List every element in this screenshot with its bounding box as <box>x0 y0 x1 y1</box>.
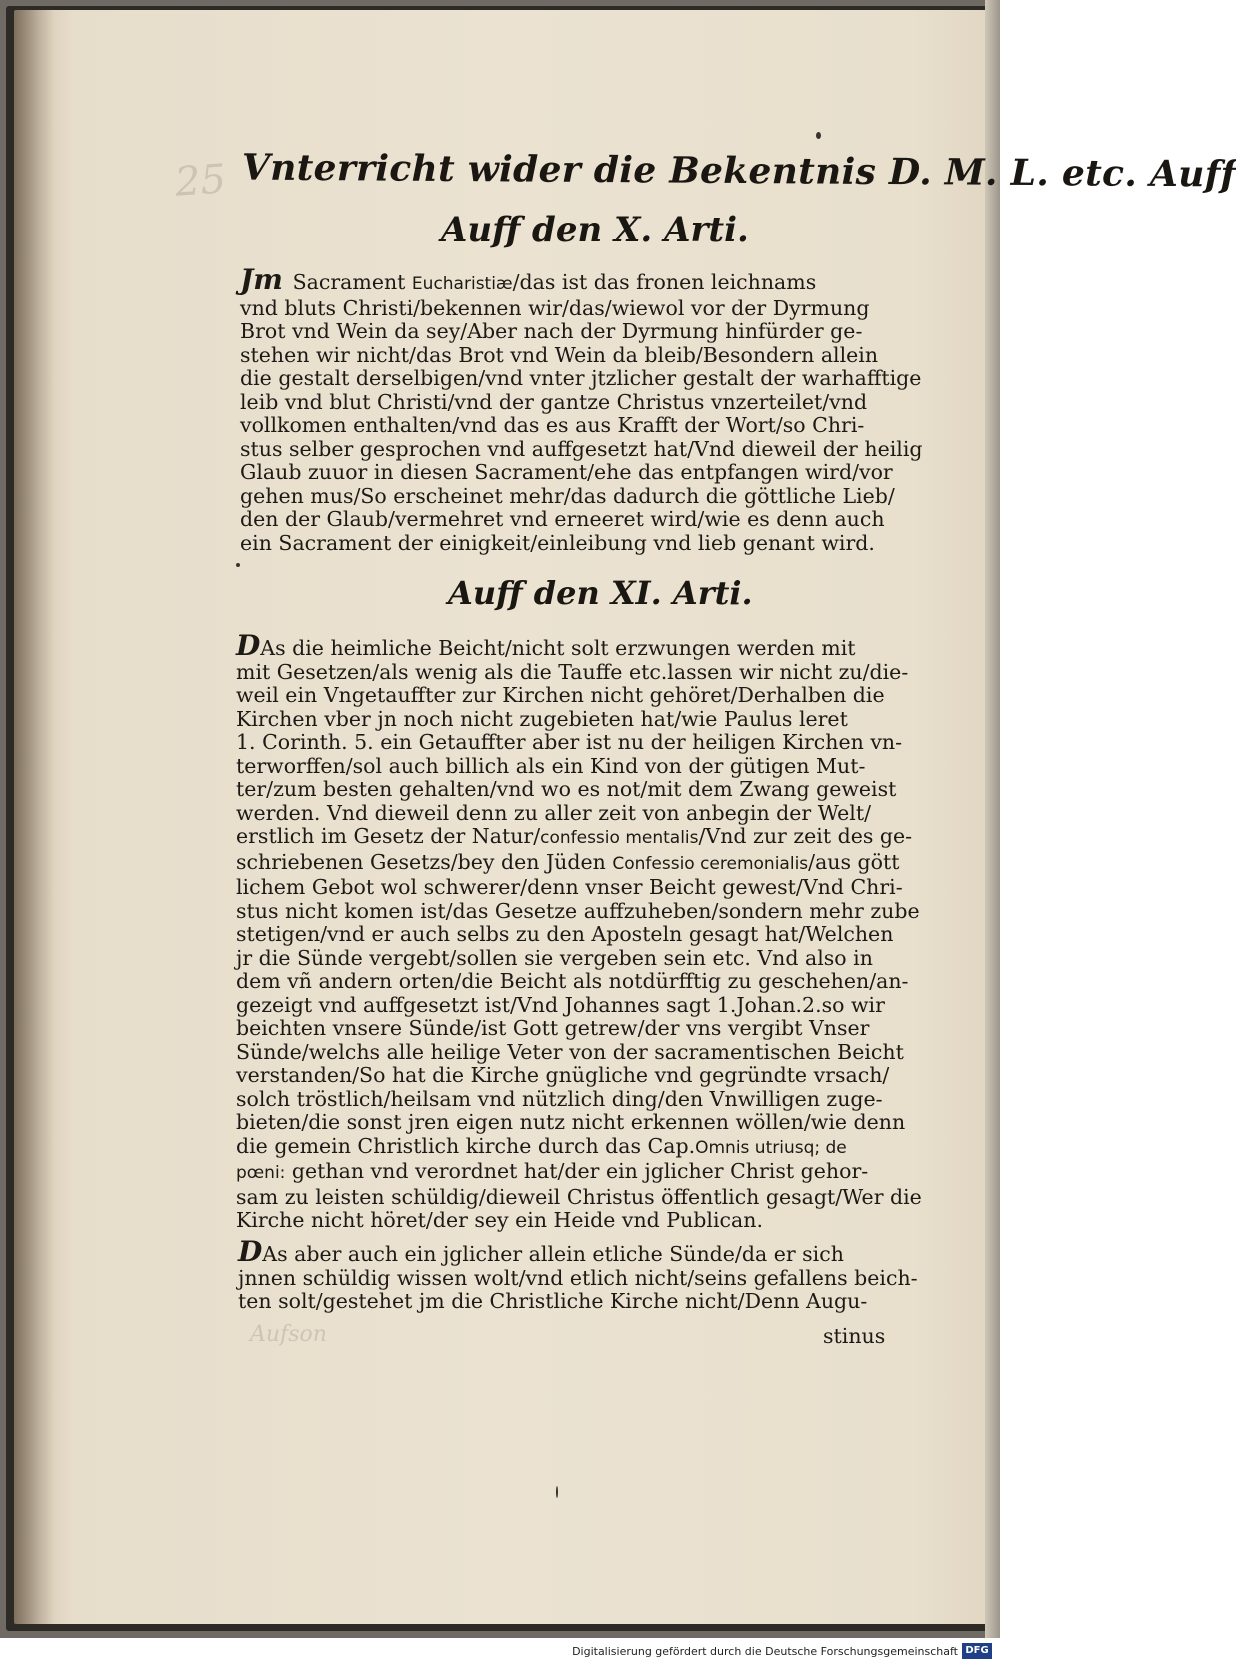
text-run: Kirchen vber jn noch nicht zugebieten hat/wie Paulus leret <box>236 706 848 731</box>
text-run: dem vñ andern orten/die Beicht als notdürfftig zu geschehen/an- <box>236 969 909 993</box>
text-run: stus nicht komen ist/das Gesetze auffzuheben/sondern mehr zube <box>236 898 920 923</box>
gutter-shadow <box>14 10 54 1624</box>
text-run: erstlich im Gesetz der Natur/ <box>236 824 541 848</box>
text-line <box>240 436 923 462</box>
show-through-catchword: Aufson <box>250 1322 327 1347</box>
text-line <box>236 875 903 900</box>
text-run: leib vnd blut Christi/vnd der gantze Christus vnzerteilet/vnd <box>240 389 868 414</box>
text-run: ein Sacrament der einigkeit/einleibung vnd lieb genant wird. <box>240 530 875 555</box>
text-run: beichten vnsere Sünde/ist Gott getrew/der vns vergibt Vnser <box>236 1016 870 1040</box>
text-run: 1. Corinth. 5. ein Getauffter aber ist nu der heiligen Kirchen vn- <box>236 730 903 754</box>
text-line <box>236 923 896 947</box>
text-line <box>240 297 890 321</box>
text-line <box>240 366 922 391</box>
text-line <box>236 708 896 732</box>
text-line <box>238 1235 898 1268</box>
running-head: Vnterricht wider die Bekentnis D. M. L. etc. Auff <box>241 146 1236 196</box>
text-run: vnd bluts Christi/bekennen wir/das/wiewol vor der Dyrmung <box>240 295 870 320</box>
text-line <box>236 1184 922 1210</box>
text-run: schriebenen Gesetzs/bey den Jüden <box>236 849 613 874</box>
text-line <box>238 1290 898 1314</box>
paragraph-article-xi-1 <box>236 629 922 1233</box>
text-run: stetigen/vnd er auch selbs zu den Aposteln gesagt hat/Welchen <box>236 922 894 946</box>
page-fore-edge <box>985 0 1000 1638</box>
footer-credit: Digitalisierung gefördert durch die Deutsche Forschungsgemeinschaft <box>572 1645 958 1658</box>
text-line <box>240 320 890 344</box>
text-run: Sacrament <box>292 270 412 294</box>
text-run: jr die Sünde vergebt/sollen sie vergeben sein etc. Vnd also in <box>236 945 873 970</box>
text-line <box>240 460 893 485</box>
text-run: stus selber gesprochen vnd auffgesetzt hat/Vnd dieweil der heilig <box>240 436 923 461</box>
dfg-logo: DFG <box>962 1643 992 1659</box>
initial-word: D <box>238 1235 263 1268</box>
text-run: Glaub zuuor in diesen Sacrament/ehe das entpfangen wird/vor <box>240 460 893 484</box>
section-heading-xi: Auff den XI. Arti. <box>448 574 753 612</box>
text-line <box>240 508 890 532</box>
show-through-page-number: 25 <box>173 156 228 206</box>
text-line <box>236 824 913 851</box>
text-run: verstanden/So hat die Kirche gnügliche vnd gegründte vrsach/ <box>236 1063 890 1087</box>
initial-word: D <box>236 629 261 662</box>
text-line <box>240 263 890 297</box>
text-run: die gemein Christlich kirche durch das Cap. <box>236 1133 696 1158</box>
text-run: /Vnd zur zeit des ge- <box>698 824 913 848</box>
text-run: werden. Vnd dieweil denn zu aller zeit von anbegin der Welt/ <box>236 800 871 825</box>
text-run: den der Glaub/vermehret vnd erneeret wird/wie es denn auch <box>240 507 885 531</box>
text-line <box>236 1039 904 1065</box>
text-run: stehen wir nicht/das Brot vnd Wein da bleib/Besondern allein <box>240 342 879 367</box>
text-line <box>236 994 896 1018</box>
text-run: vollkomen enthalten/vnd das es aus Krafft der Wort/so Chri- <box>240 413 865 437</box>
text-line <box>236 1110 906 1135</box>
text-line <box>240 483 895 509</box>
text-line <box>236 898 920 924</box>
text-line <box>236 1088 896 1112</box>
text-run: /das ist das fronen leichnams <box>512 270 817 294</box>
text-run: sam zu leisten schüldig/dieweil Christus öffentlich gesagt/Wer die <box>236 1184 922 1209</box>
ink-speck <box>816 132 821 139</box>
text-line <box>236 969 909 994</box>
text-line <box>236 730 903 755</box>
text-line <box>236 1017 896 1041</box>
section-heading-x: Auff den X. Arti. <box>441 210 749 250</box>
text-run: Omnis utriusq; de <box>695 1137 847 1158</box>
text-line <box>236 849 900 877</box>
text-run: Brot vnd Wein da sey/Aber nach der Dyrmung hinfürder ge- <box>240 319 863 343</box>
text-line <box>236 1064 896 1088</box>
text-run: solch tröstlich/heilsam vnd nützlich ding/den Vnwilligen zuge- <box>236 1086 883 1111</box>
text-run: Confessio ceremonialis <box>612 853 809 874</box>
initial-word: Jm <box>240 263 293 296</box>
paragraph-article-x <box>240 263 923 555</box>
text-run: gezeigt vnd auffgesetzt ist/Vnd Johannes sagt 1.Johan.2.so wir <box>236 992 885 1017</box>
text-line <box>236 778 896 802</box>
text-run: confessio mentalis <box>540 828 699 848</box>
text-line <box>240 391 890 415</box>
text-run: As die heimliche Beicht/nicht solt erzwungen werden mit <box>260 636 856 660</box>
text-run: jnnen schüldig wissen wolt/vnd etlich nicht/seins gefallens beich- <box>238 1265 918 1290</box>
text-run: Sünde/welchs alle heilige Veter von der sacramentischen Beicht <box>236 1039 904 1064</box>
text-run: lichem Gebot wol schwerer/denn vnser Beicht gewest/Vnd Chri- <box>236 875 903 899</box>
text-line <box>236 1160 896 1186</box>
text-run: weil ein Vngetauffter zur Kirchen nicht gehöret/Derhalben die <box>236 683 885 707</box>
text-run: gehen mus/So erscheinet mehr/das dadurch die göttliche Lieb/ <box>240 483 895 508</box>
text-line <box>236 755 896 779</box>
text-line <box>236 802 896 826</box>
text-line <box>236 947 896 971</box>
text-line <box>236 1209 896 1233</box>
text-line <box>236 1135 896 1161</box>
ink-speck <box>556 1486 558 1498</box>
paragraph-article-xi-2 <box>238 1235 918 1314</box>
text-run: As aber auch ein jglicher allein etliche Sünde/da er sich <box>262 1242 844 1266</box>
text-run: /aus gött <box>808 849 900 874</box>
text-line <box>240 344 890 368</box>
text-line <box>236 684 896 708</box>
text-run: pœni: <box>236 1163 286 1183</box>
text-line <box>238 1265 918 1291</box>
text-run: ten solt/gestehet jm die Christliche Kirche nicht/Denn Augu- <box>238 1289 868 1313</box>
text-line <box>240 414 890 438</box>
text-run: terworffen/sol auch billich als ein Kind von der gütigen Mut- <box>236 753 866 778</box>
text-run: Eucharistiæ <box>411 274 513 294</box>
text-run: Kirche nicht höret/der sey ein Heide vnd Publican. <box>236 1208 763 1232</box>
ink-speck <box>236 563 240 567</box>
text-run: ter/zum besten gehalten/vnd wo es not/mit dem Zwang geweist <box>236 777 897 801</box>
catchword: stinus <box>823 1324 886 1348</box>
text-line <box>236 659 909 685</box>
text-run: bieten/die sonst jren eigen nutz nicht erkennen wöllen/wie denn <box>236 1110 906 1134</box>
text-run: gethan vnd verordnet hat/der ein jglicher Christ gehor- <box>285 1159 869 1183</box>
text-run: die gestalt derselbigen/vnd vnter jtzlicher gestalt der warhafftige <box>240 366 922 390</box>
text-line <box>240 532 890 556</box>
text-run: mit Gesetzen/als wenig als die Tauffe etc.lassen wir nicht zu/die- <box>236 659 909 684</box>
text-line <box>236 629 896 662</box>
